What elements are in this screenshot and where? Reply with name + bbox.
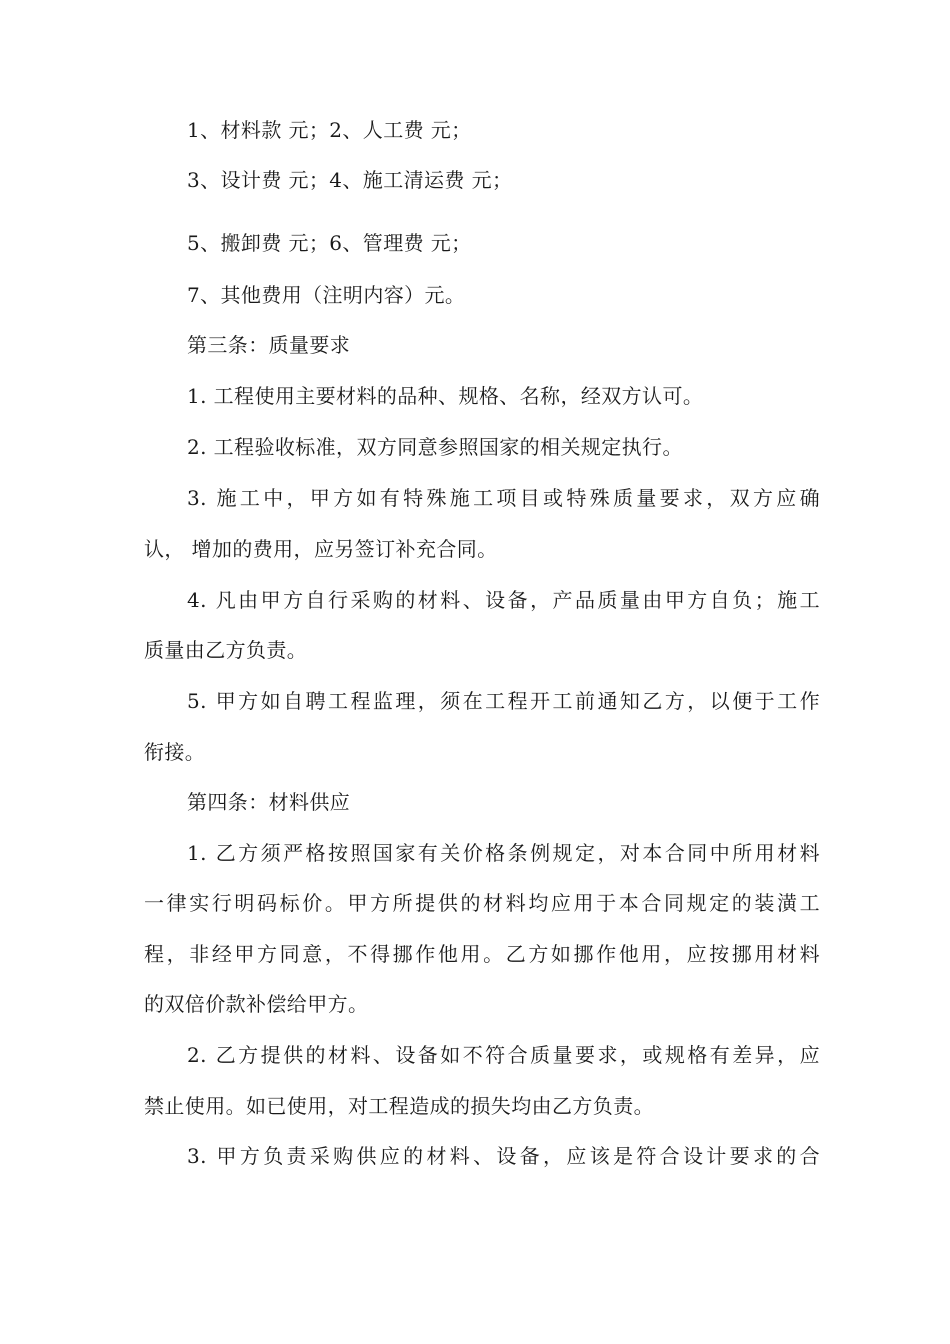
fee-line-1: 1、材料款 元；2、人工费 元； <box>187 118 472 142</box>
section-3-item-3-line-1: 3. 施工中，甲方如有特殊施工项目或特殊质量要求，双方应确 <box>187 486 820 510</box>
section-4-heading: 第四条：材料供应 <box>187 790 351 814</box>
section-3-heading: 第三条：质量要求 <box>187 333 351 357</box>
section-4-item-2-line-1: 2. 乙方提供的材料、设备如不符合质量要求，或规格有差异，应 <box>187 1043 820 1067</box>
section-4-item-3-line-1: 3. 甲方负责采购供应的材料、设备，应该是符合设计要求的合 <box>187 1144 820 1168</box>
section-3-item-2: 2. 工程验收标准，双方同意参照国家的相关规定执行。 <box>187 435 683 459</box>
fee-line-4: 7、其他费用（注明内容）元。 <box>187 283 466 307</box>
section-4-item-1-line-4: 的双倍价款补偿给甲方。 <box>144 992 369 1016</box>
section-3-item-3-line-2: 认， 增加的费用，应另签订补充合同。 <box>144 537 498 561</box>
section-4-item-1-line-2: 一律实行明码标价。甲方所提供的材料均应用于本合同规定的装潢工 <box>144 891 820 915</box>
fee-line-3: 5、搬卸费 元；6、管理费 元； <box>187 231 472 255</box>
section-4-item-2-line-2: 禁止使用。如已使用，对工程造成的损失均由乙方负责。 <box>144 1094 654 1118</box>
section-3-item-1: 1. 工程使用主要材料的品种、规格、名称，经双方认可。 <box>187 384 704 408</box>
section-3-item-5-line-1: 5. 甲方如自聘工程监理，须在工程开工前通知乙方，以便于工作 <box>187 689 820 713</box>
section-3-item-4-line-2: 质量由乙方负责。 <box>144 638 308 662</box>
fee-line-2: 3、设计费 元；4、施工清运费 元； <box>187 168 513 192</box>
section-4-item-1-line-1: 1. 乙方须严格按照国家有关价格条例规定，对本合同中所用材料 <box>187 841 820 865</box>
section-3-item-4-line-1: 4. 凡由甲方自行采购的材料、设备，产品质量由甲方自负；施工 <box>187 588 820 612</box>
section-3-item-5-line-2: 衔接。 <box>144 740 206 764</box>
section-4-item-1-line-3: 程，非经甲方同意，不得挪作他用。乙方如挪作他用，应按挪用材料 <box>144 942 820 966</box>
